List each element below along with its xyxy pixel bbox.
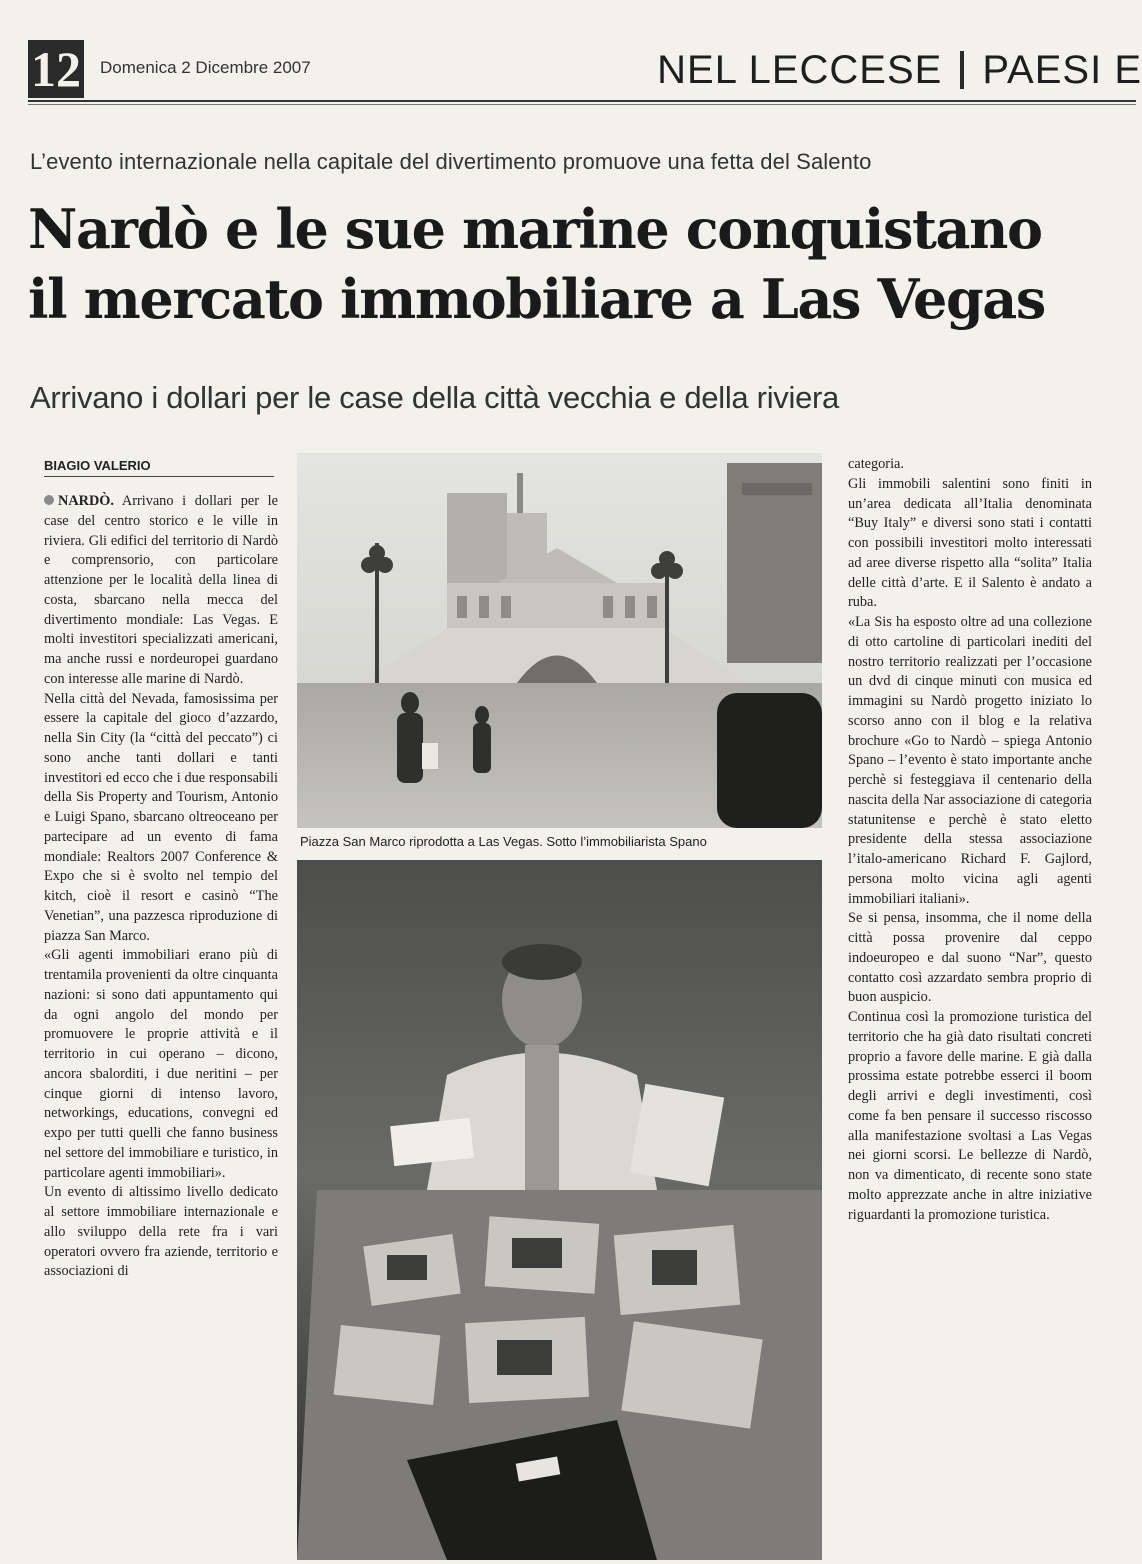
dateline: NARDÒ. bbox=[58, 493, 114, 509]
subheadline: Arrivano i dollari per le case della città vecchia e della riviera bbox=[30, 380, 839, 415]
section-label: NEL LECCESE bbox=[657, 48, 943, 92]
headline bbox=[28, 194, 1128, 334]
photo-caption: Piazza San Marco riprodotta a Las Vegas. Sotto l’immobiliarista Spano bbox=[300, 834, 707, 849]
header-rule bbox=[28, 100, 1136, 102]
kicker: L’evento internazionale nella capitale del divertimento promuove una fetta del Salento bbox=[30, 149, 872, 174]
photo-agent-spano bbox=[297, 860, 822, 1560]
issue-date: Domenica 2 Dicembre 2007 bbox=[100, 58, 311, 77]
headline-line: Nardò e le sue marine conquistano bbox=[28, 197, 1042, 261]
venetian-scene-illustration bbox=[297, 453, 822, 828]
bullet-icon bbox=[44, 495, 54, 505]
article-column-1 bbox=[44, 492, 278, 1552]
byline-rule bbox=[44, 476, 274, 477]
byline: BIAGIO VALERIO bbox=[44, 458, 151, 473]
section-divider bbox=[960, 51, 964, 89]
headline-line: il mercato immobiliare a Las Vegas bbox=[28, 267, 1045, 331]
agent-scene-illustration bbox=[297, 860, 822, 1560]
page-number: 12 bbox=[28, 40, 84, 98]
column-text: Arrivano i dollari per le case del centro storico e le ville in riviera. Gli edifici del territorio di Nardò e comprensorio, con particolare attenzione per le località della linea di costa, sbarcano nella mecca del divertimento mondiale: Las Vegas. E molti investitori specializzati americani, ma anche russi e nordeuropei guardano con interesse alle marine di Nardò. Nella città del Nevada, famosissima per essere la capitale del gioco d’azzardo, nella Sin City (la “città del peccato”) ci sono anche tanti dollari e tanti investitori ed ecco che i due responsabili della Sis Property and Tourism, Antonio e Luigi Spano, sbarcano oltreoceano per partecipare ad un evento di fama mondiale: Realtors 2007 Conference & Expo che si è svolto nel tempio del kitch, cioè il resort e casinò “The Venetian”, una pazzesca riproduzione di piazza San Marco. «Gli agenti immobiliari erano più di trentamila provenienti da oltre cinquanta nazioni: si sono dati appuntamento qui da ogni angolo del mondo per promuovere le proprie attività e il territorio in cui operano – dicono, ancora sbalorditi, i due neritini – per cinque giorni di intenso lavoro, networkings, educations, convegni ed expo per tutti quelli che fanno business nel settore del immobiliare e turistico, in particolare agenti immobiliari». Un evento di altissimo livello dedicato al settore immobiliare internazionale e allo sviluppo della rete fra i vari operatori ovvero fra aziende, territorio e associazioni di bbox=[44, 493, 278, 1280]
section-title bbox=[657, 46, 1142, 94]
article-column-3: categoria. Gli immobili salentini sono finiti in un’area dedicata all’Italia denominata “Buy Italy” e diversi sono stati i contatti con possibili investitori molto interessati ad aree diverse rispetto alla “solita” Italia delle città d’arte. E il Salento è andato a ruba. «La Sis ha esposto oltre ad una collezione di otto cartoline di particolari inediti del nostro territorio realizzati per l’occasione un dvd di cinque minuti con musica ed immagini su Nardò progetto iniziato lo scorso anno con il blog e la relativa brochure «Go to Nardò – spiega Antonio Spano – l’evento è stato importante anche perchè si festeggiava il centenario della nascita della Nar associazione di categoria statunitense e perchè è stato eletto presidente della stessa associazione l’italo-americano Richard F. Gajlord, persona molto vicina agli agenti immobiliari italiani». Se si pensa, insomma, che il nome della città possa provenire dal ceppo indoeuropeo e dal suono “Nar”, questo contatto così azzardato sembra proprio di buon auspicio. Continua così la promozione turistica del territorio che ha già dato risultati concreti proprio a favore delle marine. E già dalla prossima estate potrebbe esserci il boom degli arrivi e degli investimenti, così come fa ben pensare il successo riscosso alla manifestazione svoltasi a Las Vegas nei giorni scorsi. Le bellezze di Nardò, non va dimenticato, di recente sono state molto apprezzate anche in altre iniziative riguardanti la promozione turistica. bbox=[848, 456, 1092, 1223]
section-label-secondary: PAESI E bbox=[982, 48, 1142, 92]
photo-piazza-san-marco bbox=[297, 453, 822, 828]
header-rule-thin bbox=[28, 104, 1136, 105]
